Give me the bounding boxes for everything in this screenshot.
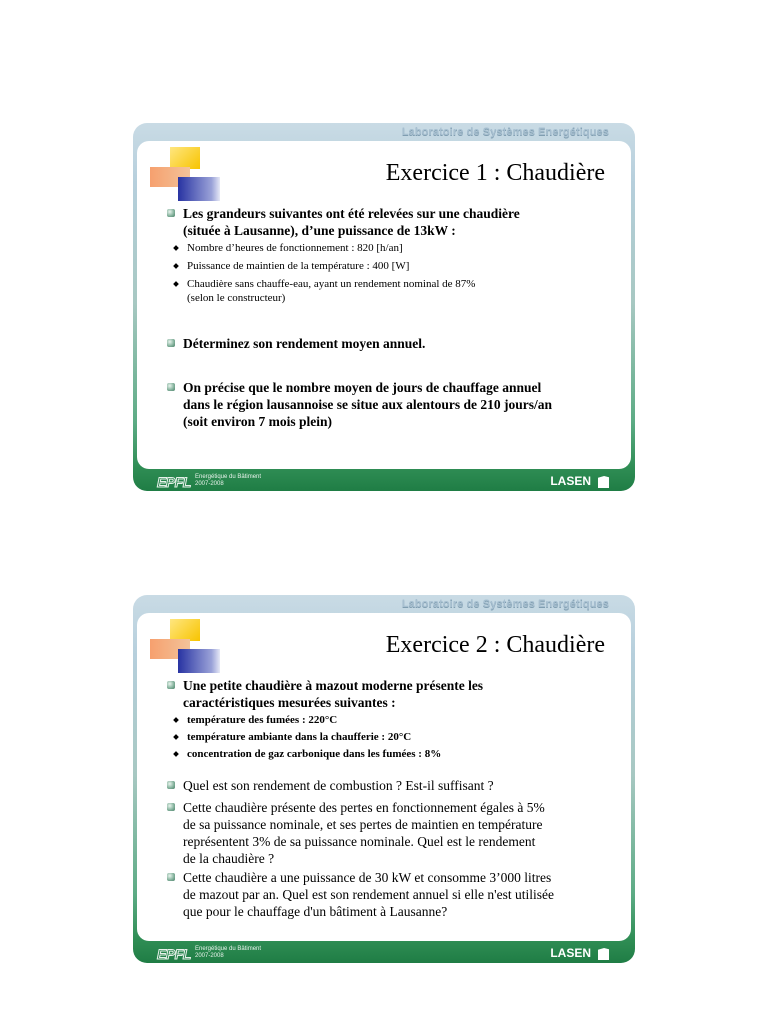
- text-line: Déterminez son rendement moyen annuel.: [183, 336, 426, 351]
- slide-title: Exercice 2 : Chaudière: [385, 632, 605, 658]
- diamond-bullet-icon: [173, 281, 179, 287]
- lasen-mark-icon: [598, 476, 609, 488]
- sub-item: [167, 730, 607, 744]
- sub-item: [167, 259, 607, 273]
- slide-panel: [137, 613, 631, 941]
- slide-exercice-2: [133, 595, 635, 963]
- diamond-bullet-icon: [173, 245, 179, 251]
- sub-item: [167, 713, 607, 727]
- text-line: (située à Lausanne), d’une puissance de 13kW :: [183, 223, 456, 238]
- text-line: Cette chaudière a une puissance de 30 kW et consomme 3’000 litres: [183, 870, 552, 885]
- lasen-logo: LASEN: [550, 946, 591, 960]
- decorative-squares-icon: [150, 147, 222, 199]
- footer-course: [195, 946, 261, 960]
- text-line: Les grandeurs suivantes ont été relevées sur une chaudière: [183, 206, 520, 221]
- text-line: caractéristiques mesurées suivantes :: [183, 695, 396, 710]
- bullet-item: [167, 777, 607, 794]
- text-line: Chaudière sans chauffe-eau, ayant un rendement nominal de 87%: [187, 278, 476, 290]
- footer-years: 2007-2008: [195, 481, 224, 487]
- bullet-item: [167, 869, 607, 920]
- text-line: Cette chaudière présente des pertes en fonctionnement égales à 5%: [183, 800, 545, 815]
- sub-item: [167, 747, 607, 761]
- text-line: On précise que le nombre moyen de jours de chauffage annuel: [183, 380, 542, 395]
- bullet-icon: [167, 339, 175, 347]
- lasen-mark-icon: [598, 948, 609, 960]
- sub-item: [167, 277, 607, 305]
- sub-item-text: concentration de gaz carbonique dans les fumées : 8%: [187, 748, 442, 760]
- bullet-item: [167, 335, 607, 352]
- text-line: représentent 3% de sa puissance nominale. Quel est le rendement: [183, 834, 536, 849]
- slide-content: [167, 677, 607, 920]
- decorative-squares-icon: [150, 619, 222, 671]
- slide-title: Exercice 1 : Chaudière: [385, 160, 605, 186]
- epfl-logo: EPFL: [157, 946, 191, 962]
- text-line: de mazout par an. Quel est son rendement annuel si elle n'est utilisée: [183, 887, 554, 902]
- bullet-icon: [167, 383, 175, 391]
- footer-course-name: Energétique du Bâtiment: [195, 946, 262, 952]
- text-line: de sa puissance nominale, et ses pertes de maintien en température: [183, 817, 543, 832]
- bullet-icon: [167, 873, 175, 881]
- slide-exercice-1: [133, 123, 635, 491]
- footer-years: 2007-2008: [195, 953, 224, 959]
- diamond-bullet-icon: [173, 717, 179, 723]
- diamond-bullet-icon: [173, 734, 179, 740]
- text-line: que pour le chauffage d'un bâtiment à Lausanne?: [183, 904, 448, 919]
- sub-item-text: Nombre d’heures de fonctionnement : 820 [h/an]: [187, 242, 403, 254]
- epfl-logo: EPFL: [157, 474, 191, 490]
- bullet-item: [167, 799, 607, 867]
- sub-item-text: température des fumées : 220°C: [187, 714, 338, 726]
- bullet-item: [167, 677, 607, 711]
- sub-item-text: température ambiante dans la chaufferie : 20°C: [187, 731, 412, 743]
- bullet-icon: [167, 209, 175, 217]
- text-line: (selon le constructeur): [187, 292, 286, 304]
- footer-course: [195, 474, 261, 488]
- lab-header: Laboratoire de Systèmes Energétiques: [401, 126, 609, 138]
- sub-item: [167, 241, 607, 255]
- text-line: dans le région lausannoise se situe aux alentours de 210 jours/an: [183, 397, 553, 412]
- sub-item-text: Puissance de maintien de la température : 400 [W]: [187, 260, 410, 272]
- slide-panel: [137, 141, 631, 469]
- diamond-bullet-icon: [173, 263, 179, 269]
- lab-header: Laboratoire de Systèmes Energétiques: [401, 598, 609, 610]
- diamond-bullet-icon: [173, 751, 179, 757]
- bullet-icon: [167, 803, 175, 811]
- bullet-icon: [167, 681, 175, 689]
- bullet-icon: [167, 781, 175, 789]
- slide-content: [167, 205, 607, 430]
- text-line: (soit environ 7 mois plein): [183, 414, 333, 429]
- text-line: Une petite chaudière à mazout moderne présente les: [183, 678, 484, 693]
- text-line: de la chaudière ?: [183, 851, 275, 866]
- lasen-logo: LASEN: [550, 474, 591, 488]
- footer-course-name: Energétique du Bâtiment: [195, 474, 262, 480]
- text-line: Quel est son rendement de combustion ? Est-il suffisant ?: [183, 778, 494, 793]
- bullet-item: [167, 205, 607, 239]
- bullet-item: [167, 379, 607, 430]
